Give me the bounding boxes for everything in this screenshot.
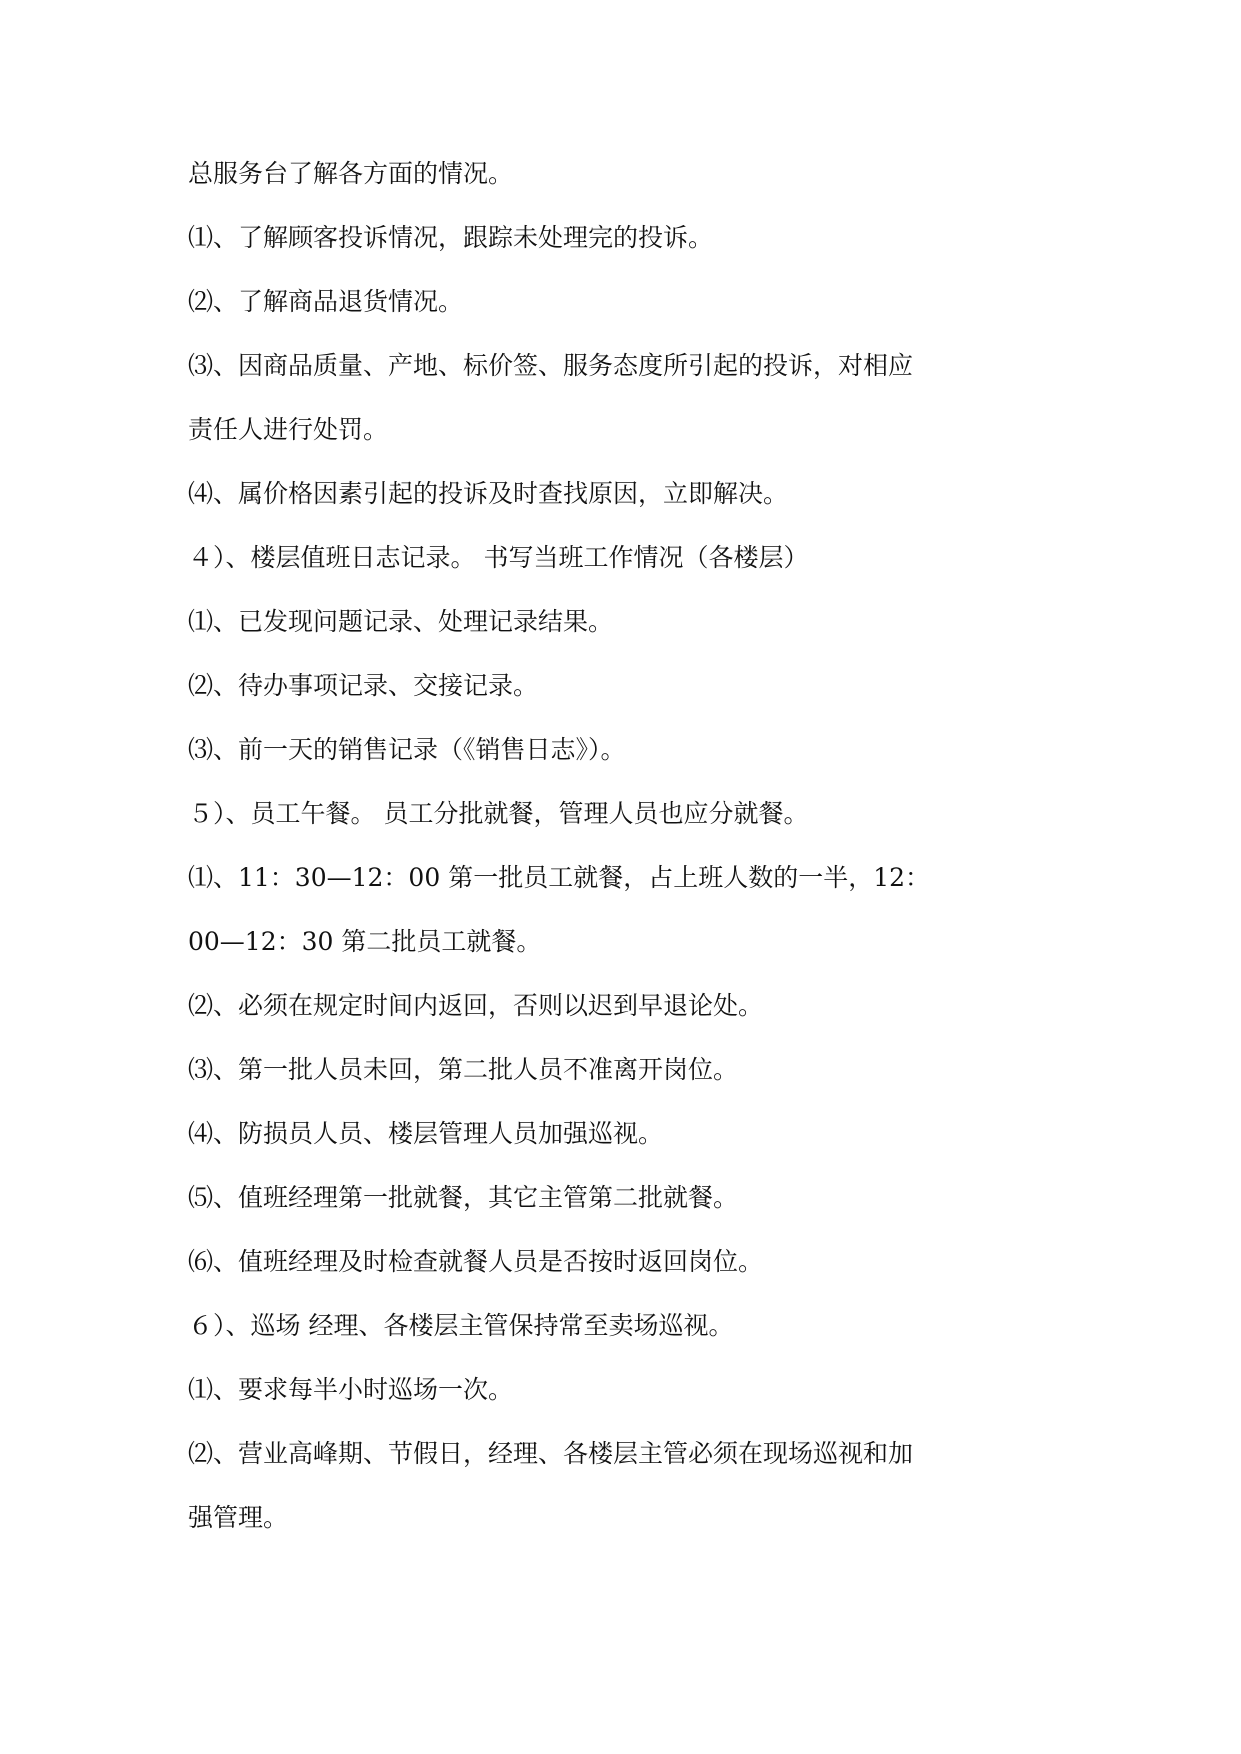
text-line: 强管理。 — [188, 1503, 289, 1532]
text-line: ⑵、必须在规定时间内返回，否则以迟到早退论处。 — [188, 991, 764, 1020]
text-line: ⑶、第一批人员未回，第二批人员不准离开岗位。 — [188, 1055, 739, 1084]
text-line: ⑷、属价格因素引起的投诉及时查找原因，立即解决。 — [188, 479, 789, 508]
text-line: ⑵、待办事项记录、交接记录。 — [188, 671, 539, 700]
section-heading: ６）、巡场 经理、各楼层主管保持常至卖场巡视。 — [188, 1311, 734, 1340]
text-line: ⑶、前一天的销售记录（《销售日志》）。 — [188, 735, 626, 764]
text-line: ⑹、值班经理及时检查就餐人员是否按时返回岗位。 — [188, 1247, 764, 1276]
text-line: 总服务台了解各方面的情况。 — [188, 159, 514, 188]
text-line: ⑷、防损员人员、楼层管理人员加强巡视。 — [188, 1119, 664, 1148]
text-line: ⑴、了解顾客投诉情况，跟踪未处理完的投诉。 — [188, 223, 714, 252]
text-line: 00—12：30 第二批员工就餐。 — [188, 927, 542, 956]
text-line: 责任人进行处罚。 — [188, 415, 389, 444]
text-line: ⑵、了解商品退货情况。 — [188, 287, 464, 316]
text-line: ⑸、值班经理第一批就餐，其它主管第二批就餐。 — [188, 1183, 739, 1212]
text-line: ⑴、11：30—12：00 第一批员工就餐，占上班人数的一半，12： — [188, 863, 931, 892]
section-heading: ５）、员工午餐。 员工分批就餐，管理人员也应分就餐。 — [188, 799, 809, 828]
text-line: ⑵、营业高峰期、节假日，经理、各楼层主管必须在现场巡视和加 — [188, 1439, 914, 1468]
text-line: ⑴、已发现问题记录、处理记录结果。 — [188, 607, 614, 636]
section-heading: ４）、楼层值班日志记录。 书写当班工作情况（各楼层） — [188, 543, 809, 572]
text-line: ⑴、要求每半小时巡场一次。 — [188, 1375, 514, 1404]
text-line: ⑶、因商品质量、产地、标价签、服务态度所引起的投诉，对相应 — [188, 351, 914, 380]
document-body — [188, 158, 1068, 1566]
